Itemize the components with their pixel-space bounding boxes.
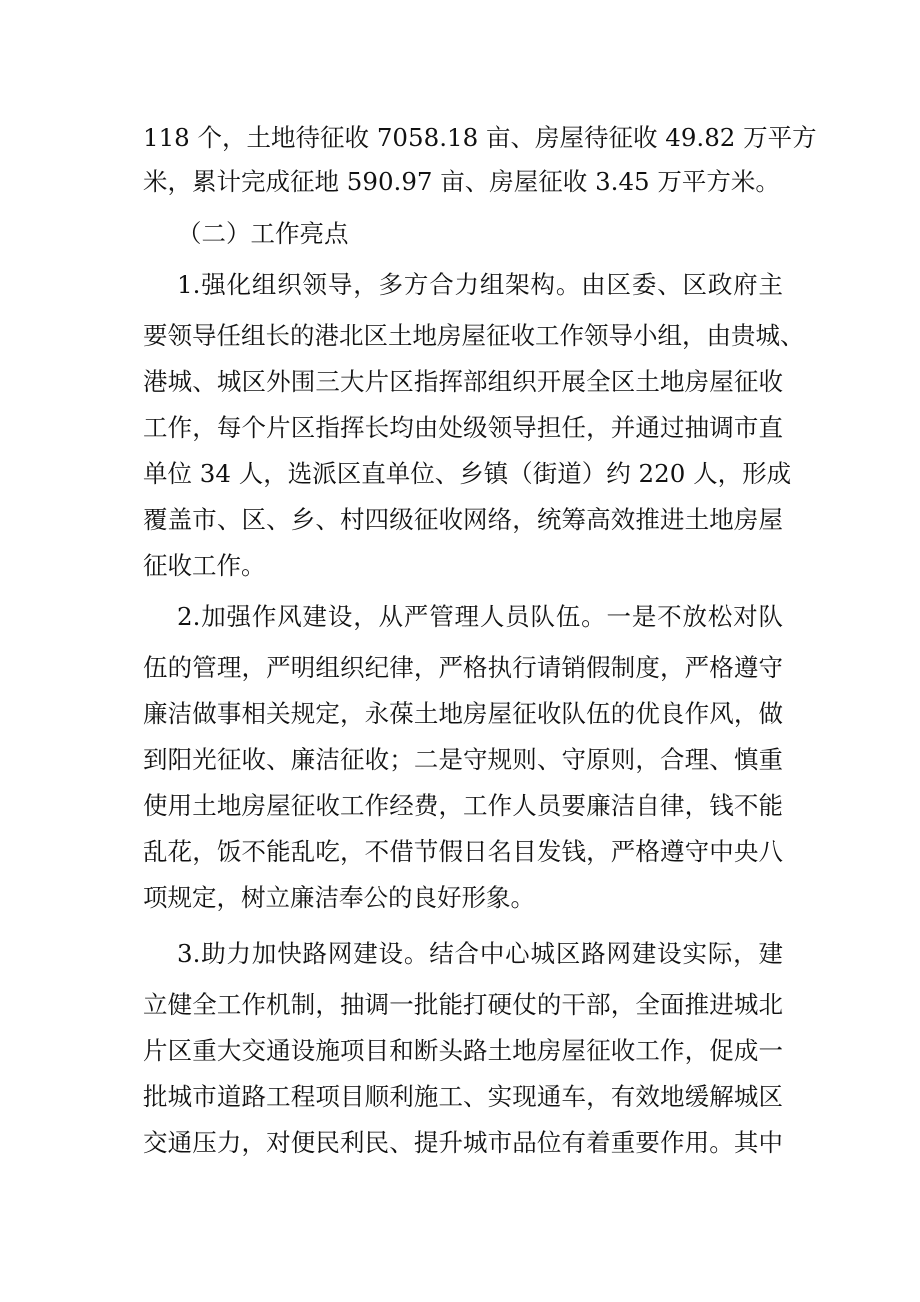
paragraph-2-line-1: 2.加强作风建设，从严管理人员队伍。一是不放松对队: [177, 602, 783, 631]
section-heading-highlights: （二）工作亮点: [177, 219, 349, 248]
paragraph-1-line-3: 港城、城区外围三大片区指挥部组织开展全区土地房屋征收: [143, 367, 783, 396]
paragraph-3-line-3: 片区重大交通设施项目和断头路土地房屋征收工作，促成一: [143, 1036, 783, 1065]
paragraph-3-line-5: 交通压力，对便民利民、提升城市品位有着重要作用。其中: [143, 1128, 783, 1157]
paragraph-1-line-6: 覆盖市、区、乡、村四级征收网络，统筹高效推进土地房屋: [143, 505, 783, 534]
text-line-1: 118 个，土地待征收 7058.18 亩、房屋待征收 49.82 万平方: [143, 123, 817, 152]
paragraph-1-line-7: 征收工作。: [143, 551, 266, 580]
paragraph-1-line-2: 要领导任组长的港北区土地房屋征收工作领导小组，由贵城、: [143, 321, 805, 350]
paragraph-2-line-6: 乱花，饭不能乱吃，不借节假日名目发钱，严格遵守中央八: [143, 837, 783, 866]
paragraph-2-line-7: 项规定，树立廉洁奉公的良好形象。: [143, 883, 535, 912]
paragraph-2-line-3: 廉洁做事相关规定，永葆土地房屋征收队伍的优良作风，做: [143, 699, 783, 728]
paragraph-3-line-4: 批城市道路工程项目顺利施工、实现通车，有效地缓解城区: [143, 1082, 783, 1111]
paragraph-1-line-1: 1.强化组织领导，多方合力组架构。由区委、区政府主: [177, 270, 783, 299]
paragraph-3-line-2: 立健全工作机制，抽调一批能打硬仗的干部，全面推进城北: [143, 990, 783, 1019]
paragraph-3-line-1: 3.助力加快路网建设。结合中心城区路网建设实际，建: [177, 939, 783, 968]
paragraph-2-line-4: 到阳光征收、廉洁征收；二是守规则、守原则，合理、慎重: [143, 745, 783, 774]
paragraph-1-line-4: 工作，每个片区指挥长均由处级领导担任，并通过抽调市直: [143, 413, 783, 442]
paragraph-2-line-2: 伍的管理，严明组织纪律，严格执行请销假制度，严格遵守: [143, 653, 783, 682]
text-line-2: 米，累计完成征地 590.97 亩、房屋征收 3.45 万平方米。: [143, 167, 780, 196]
paragraph-1-line-5: 单位 34 人，选派区直单位、乡镇（街道）约 220 人，形成: [143, 459, 792, 488]
paragraph-2-line-5: 使用土地房屋征收工作经费，工作人员要廉洁自律，钱不能: [143, 791, 783, 820]
